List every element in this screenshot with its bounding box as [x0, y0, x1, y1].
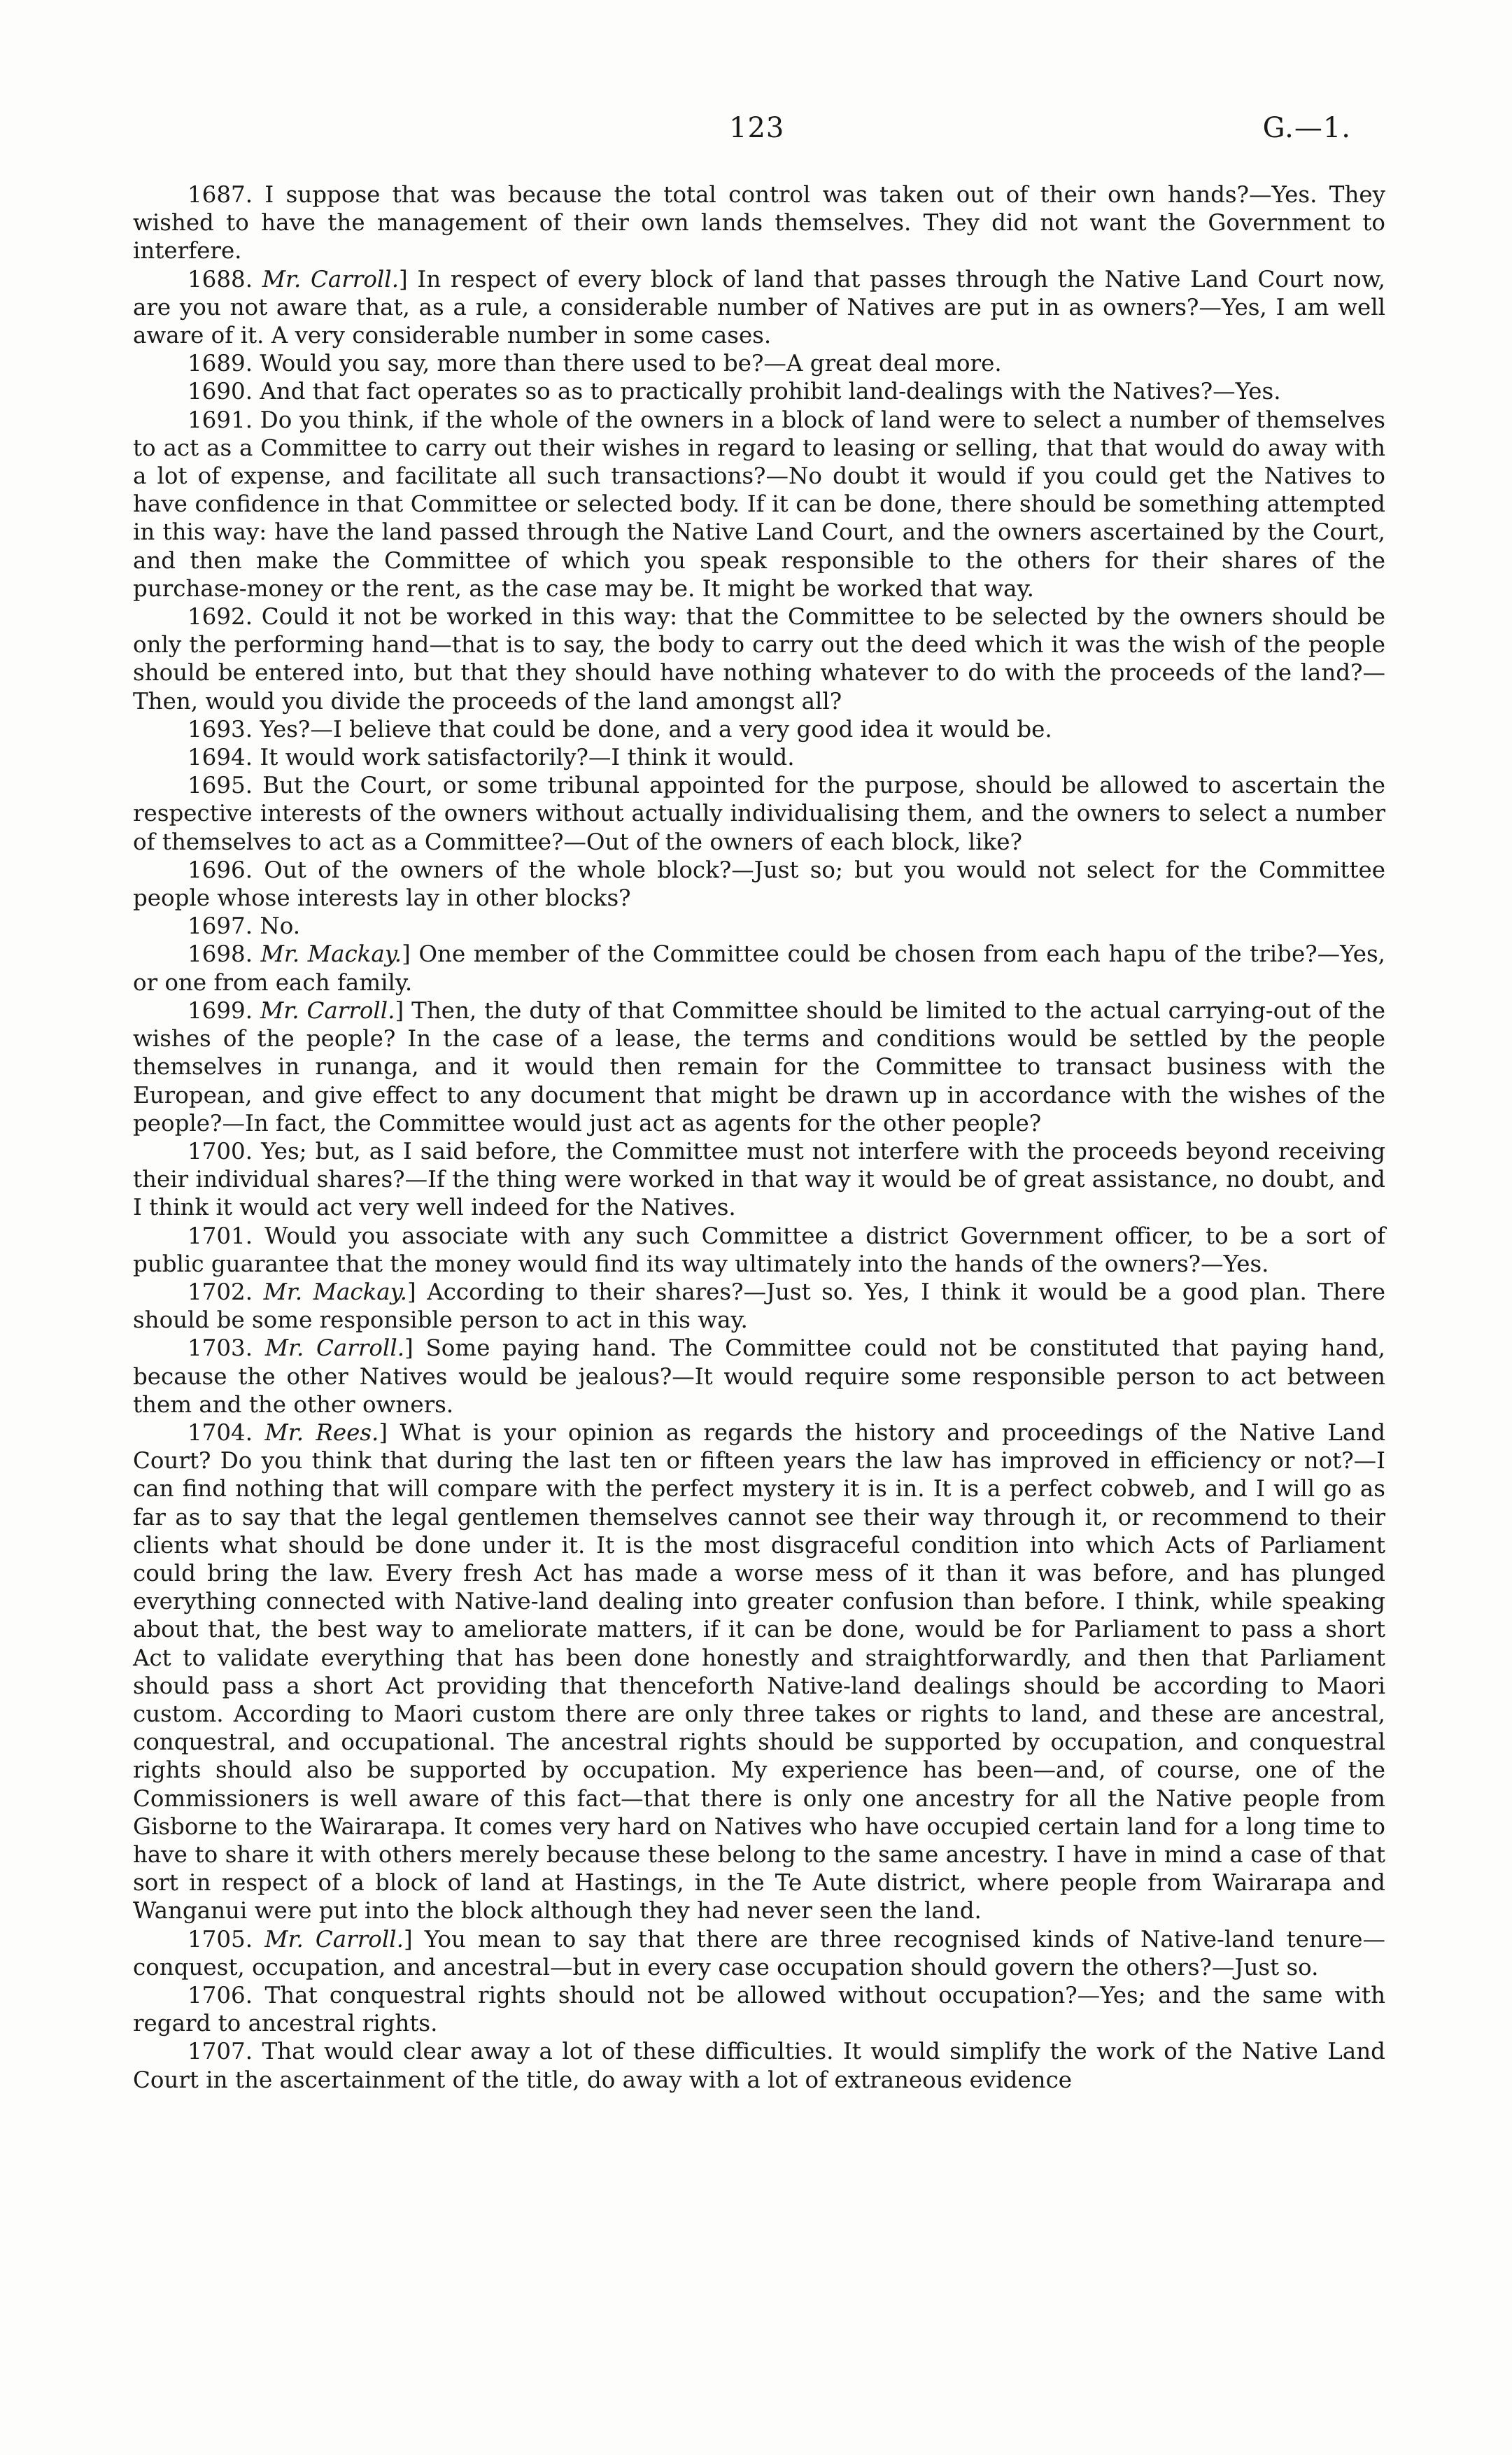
question-1696: 1696. Out of the owners of the whole block?—Just so; but you would not select for the Committee people whose interests lay in other blocks?	[133, 856, 1385, 912]
speaker-name: Mr. Carroll.	[264, 1925, 404, 1953]
question-1694: 1694. It would work satisfactorily?—I think it would.	[188, 744, 795, 771]
question-1707: 1707. That would clear away a lot of these difficulties. It would simplify the work of the Native Land Court in the ascertainment of the title, do away with a lot of extraneous evidence	[133, 2038, 1385, 2093]
question-1706: 1706. That conquestral rights should not be allowed without occupation?—Yes; and the same with regard to ancestral rights.	[133, 1982, 1385, 2037]
question-1700: 1700. Yes; but, as I said before, the Committee must not interfere with the proceeds beyond receiving their individual shares?—If the thing were worked in that way it would be of great assistance, no doubt, and I think it would act very well indeed for the Natives.	[133, 1137, 1385, 1221]
speaker-name: Mr. Carroll.	[260, 997, 395, 1024]
speaker-name: Mr. Mackay.	[260, 941, 402, 968]
question-1698: 1698. Mr. Mackay.] One member of the Committee could be chosen from each hapu of the tribe?—Yes, or one from each family.	[133, 941, 1386, 996]
question-1692: 1692. Could it not be worked in this way: that the Committee to be selected by the owners should be only the performing hand—that is to say, the body to carry out the deed which it was the wish of the people should be entered into, but that they should have nothing whatever to do with the proceeds of the land?—Then, would you divide the proceeds of the land amongst all?	[133, 603, 1385, 715]
question-1701: 1701. Would you associate with any such Committee a district Government officer, to be a sort of public guarantee that the money would find its way ultimately into the hands of the owners?—Yes.	[133, 1222, 1385, 1277]
page-number: 123	[729, 112, 785, 144]
speaker-name: Mr. Carroll.	[262, 265, 400, 293]
question-1688: 1688. Mr. Carroll.] In respect of every block of land that passes through the Native Land Court now, are you not aware that, as a rule, a considerable number of Natives are put in as owners?—Yes, I am well aware of it. A very considerable number in some cases.	[133, 265, 1386, 349]
question-1702: 1702. Mr. Mackay.] According to their shares?—Just so. Yes, I think it would be a good plan. There should be some responsible person to act in this way.	[133, 1278, 1385, 1334]
question-1687: 1687. I suppose that was because the total control was taken out of their own hands?—Yes. They wished to have the management of their own lands themselves. They did not want the Government to interfere.	[133, 181, 1385, 265]
document-reference: G.—1.	[1262, 112, 1351, 144]
question-1705: 1705. Mr. Carroll.] You mean to say that there are three recognised kinds of Native-land tenure—conquest, occupation, and ancestral—but in every case occupation should govern the others?—Just so.	[133, 1925, 1385, 1981]
question-1689: 1689. Would you say, more than there used to be?—A great deal more.	[188, 350, 1002, 377]
question-1691: 1691. Do you think, if the whole of the owners in a block of land were to select a number of themselves to act as a Committee to carry out their wishes in regard to leasing or selling, that that would do away with a lot of expense, and facilitate all such transactions?—No doubt it would if you could get the Natives to have confidence in that Committee or selected body. If it can be done, there should be something attempted in this way: have the land passed through the Native Land Court, and the owners ascertained by the Court, and then make the Committee of which you speak responsible to the others for their shares of the purchase-money or the rent, as the case may be. It might be worked that way.	[133, 406, 1385, 602]
question-1697: 1697. No.	[188, 913, 301, 940]
speaker-name: Mr. Mackay.	[263, 1278, 408, 1305]
question-1704: 1704. Mr. Rees.] What is your opinion as regards the history and proceedings of the Native Land Court? Do you think that during the last ten or fifteen years the law has improved in efficiency or not?—I can find nothing that will compare with the perfect mystery it is in. It is a perfect cobweb, and I will go as far as to say that the legal gentlemen themselves cannot see their way through it, or recommend to their clients what should be done under it. It is the most disgraceful condition into which Acts of Parliament could bring the law. Every fresh Act has made a worse mess of it than it was before, and has plunged everything connected with Native-land dealing into greater confusion than before. I think, while speaking about that, the best way to ameliorate matters, if it can be done, would be for Parliament to pass a short Act to validate everything that has been done honestly and straightforwardly, and then that Parliament should pass a short Act providing that thenceforth Native-land dealings should be according to Maori custom. According to Maori custom there are only three takes or rights to land, and these are ancestral, conquestral, and occupational. The ancestral rights should be supported by occupation, and conquestral rights should also be supported by occupation. My experience has been—and, of course, one of the Commissioners is well aware of this fact—that there is only one ancestry for all the Native people from Gisborne to the Wairarapa. It comes very hard on Natives who have occupied certain land for a long time to have to share it with others merely because these belong to the same ancestry. I have in mind a case of that sort in respect of a block of land at Hastings, in the Te Aute district, where people from Wairarapa and Wanganui were put into the block although they had never seen the land.	[133, 1419, 1386, 1925]
evidence-transcript	[133, 181, 1385, 2094]
speaker-name: Mr. Carroll.	[264, 1335, 405, 1362]
question-1693: 1693. Yes?—I believe that could be done, and a very good idea it would be.	[188, 715, 1052, 743]
question-1703: 1703. Mr. Carroll.] Some paying hand. The Committee could not be constituted that paying hand, because the other Natives would be jealous?—It would require some responsible person to act between them and the other owners.	[133, 1335, 1386, 1418]
question-1690: 1690. And that fact operates so as to practically prohibit land-dealings with the Natives?—Yes.	[188, 378, 1281, 405]
question-1695: 1695. But the Court, or some tribunal appointed for the purpose, should be allowed to ascertain the respective interests of the owners without actually individualising them, and the owners to select a number of themselves to act as a Committee?—Out of the owners of each block, like?	[133, 772, 1385, 855]
question-1699: 1699. Mr. Carroll.] Then, the duty of that Committee should be limited to the actual carrying-out of the wishes of the people? In the case of a lease, the terms and conditions would be settled by the people themselves in runanga, and it would then remain for the Committee to transact business with the European, and give effect to any document that might be drawn up in accordance with the wishes of the people?—In fact, the Committee would just act as agents for the other people?	[133, 997, 1386, 1137]
speaker-name: Mr. Rees.	[264, 1419, 379, 1446]
